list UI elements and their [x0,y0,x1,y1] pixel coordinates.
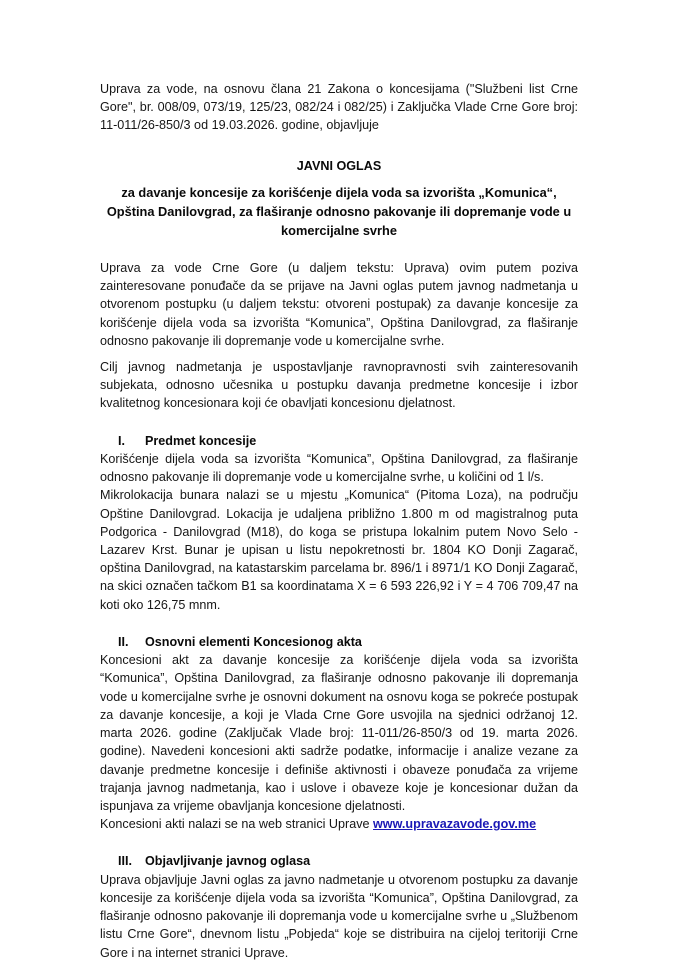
section-numeral: III. [118,854,132,869]
spacer [100,175,578,183]
spacer [100,614,578,633]
section-numeral: II. [118,634,129,649]
page-title: JAVNI OGLAS [296,158,382,173]
section-title: Predmet koncesije [145,433,257,448]
spacer [100,833,578,852]
spacer [100,413,578,432]
uprava-website-link[interactable]: www.upravazavode.gov.me [373,817,537,832]
section-3-paragraph-1: Uprava objavljuje Javni oglas za javno nadmetanje u otvorenom postupku za davanje koncesije za korišćenje dijela voda sa izvorišta “Komunica”, Opština Danilovgrad, za flaširanje odnosno pakovanje ili dopremanja vode u komercijalne svrhe u „Službenom listu Crne Gore“, dnevnom listu „Pobjeda“ koje se distribuira na cijeloj teritoriji Crne Gore i na internet stranici Uprave. [100,872,578,960]
section-title: Objavljivanje javnog oglasa [145,854,311,869]
spacer [100,350,578,358]
section-2-paragraph-1: Koncesioni akt za davanje koncesije za korišćenje dijela voda sa izvorišta “Komunica”, Opština Danilovgrad, za flaširanje odnosno pakovanje ili dopremanja vode u komercijalne svrhe je osnovni dokument na osnovu koga se pokreće postupak za davanje koncesije, a koji je Vlada Crne Gore usvojila na sjednici održanoj 12. marta 2026. godine (Zaključak Vlade broj: 11-011/26-850/3 od 19. marta 2026. godine). Navedeni koncesioni akti sadrže podatke, informacije i analize vezane za davanje predmetne koncesije i definiše aktivnosti i obaveze ponuđača za vrijeme trajanja javnog nadmetanja, kao i uslove i obaveze koje je koncesionar dužan da ispunjava za vrijeme obavljanja koncesione djelatnosti. [100,653,578,813]
intro-paragraph: Uprava za vode, na osnovu člana 21 Zakona o koncesijama ("Službeni list Crne Gore", br. 008/09, 073/19, 125/23, 082/24 i 082/25) i Zaključka Vlade Crne Gore broj: 11-011/26-850/3 od 19.03.2026. godine, objavljuje [100,82,578,133]
document-content [100,80,578,960]
spacer [100,240,578,259]
paragraph-intro-1: Uprava za vode Crne Gore (u daljem tekstu: Uprava) ovim putem poziva zainteresovane ponuđače da se prijave na Javni oglas putem javnog nadmetanja u otvorenom postupku (u daljem tekstu: otvoreni postupak) za davanje koncesije za korišćenje dijela voda sa izvorišta “Komunica”, Opština Danilovgrad, za flaširanje odnosno pakovanje ili dopremanje vode u komercijalne svrhe. [100,261,578,348]
section-2-link-paragraph [100,815,578,833]
section-title: Osnovni elementi Koncesionog akta [145,634,362,649]
section-heading-2 [100,633,578,651]
section-1-paragraph-2: Mikrolokacija bunara nalazi se u mjestu „Komunica“ (Pitoma Loza), na području Opštine Danilovgrad. Lokacija je udaljena približno 1.800 m od magistralnog puta Podgorica - Danilovgrad (M18), do koga se pristupa lokalnim putem Novo Selo - Lazarev Krst. Bunar je upisan u listu nepokretnosti br. 1804 KO Donji Zagarač, opština Danilovgrad, na katastarskim parcelama br. 896/1 i 8971/1 KO Donji Zagarač, na skici označen tačkom B1 sa koordinatama X = 6 593 226,92 i Y = 4 706 709,47 na koti oko 126,75 mnm. [100,488,578,612]
section-1-paragraph-1: Korišćenje dijela voda sa izvorišta “Komunica”, Opština Danilovgrad, za flaširanje odnosno pakovanje ili dopremanje vode u komercijalne svrhe, u količini od 1 l/s. [100,452,578,485]
paragraph-intro-2: Cilj javnog nadmetanja je uspostavljanje ravnopravnosti svih zainteresovanih subjekata, odnosno učesnika u postupku davanja predmetne koncesije i izbor kvalitetnog koncesionara koji će obavljati koncesionu djelatnost. [100,360,578,411]
section-numeral: I. [118,433,125,448]
page-subtitle: za davanje koncesije za korišćenje dijela voda sa izvorišta „Komunica“, Opština Danilovgrad, za flaširanje odnosno pakovanje ili dopremanje vode u komercijalne svrhe [106,185,572,239]
link-paragraph-prefix: Koncesioni akti nalazi se na web stranici Uprave [100,817,374,832]
section-heading-3 [100,852,578,870]
spacer [100,135,578,157]
section-heading-1 [100,432,578,450]
